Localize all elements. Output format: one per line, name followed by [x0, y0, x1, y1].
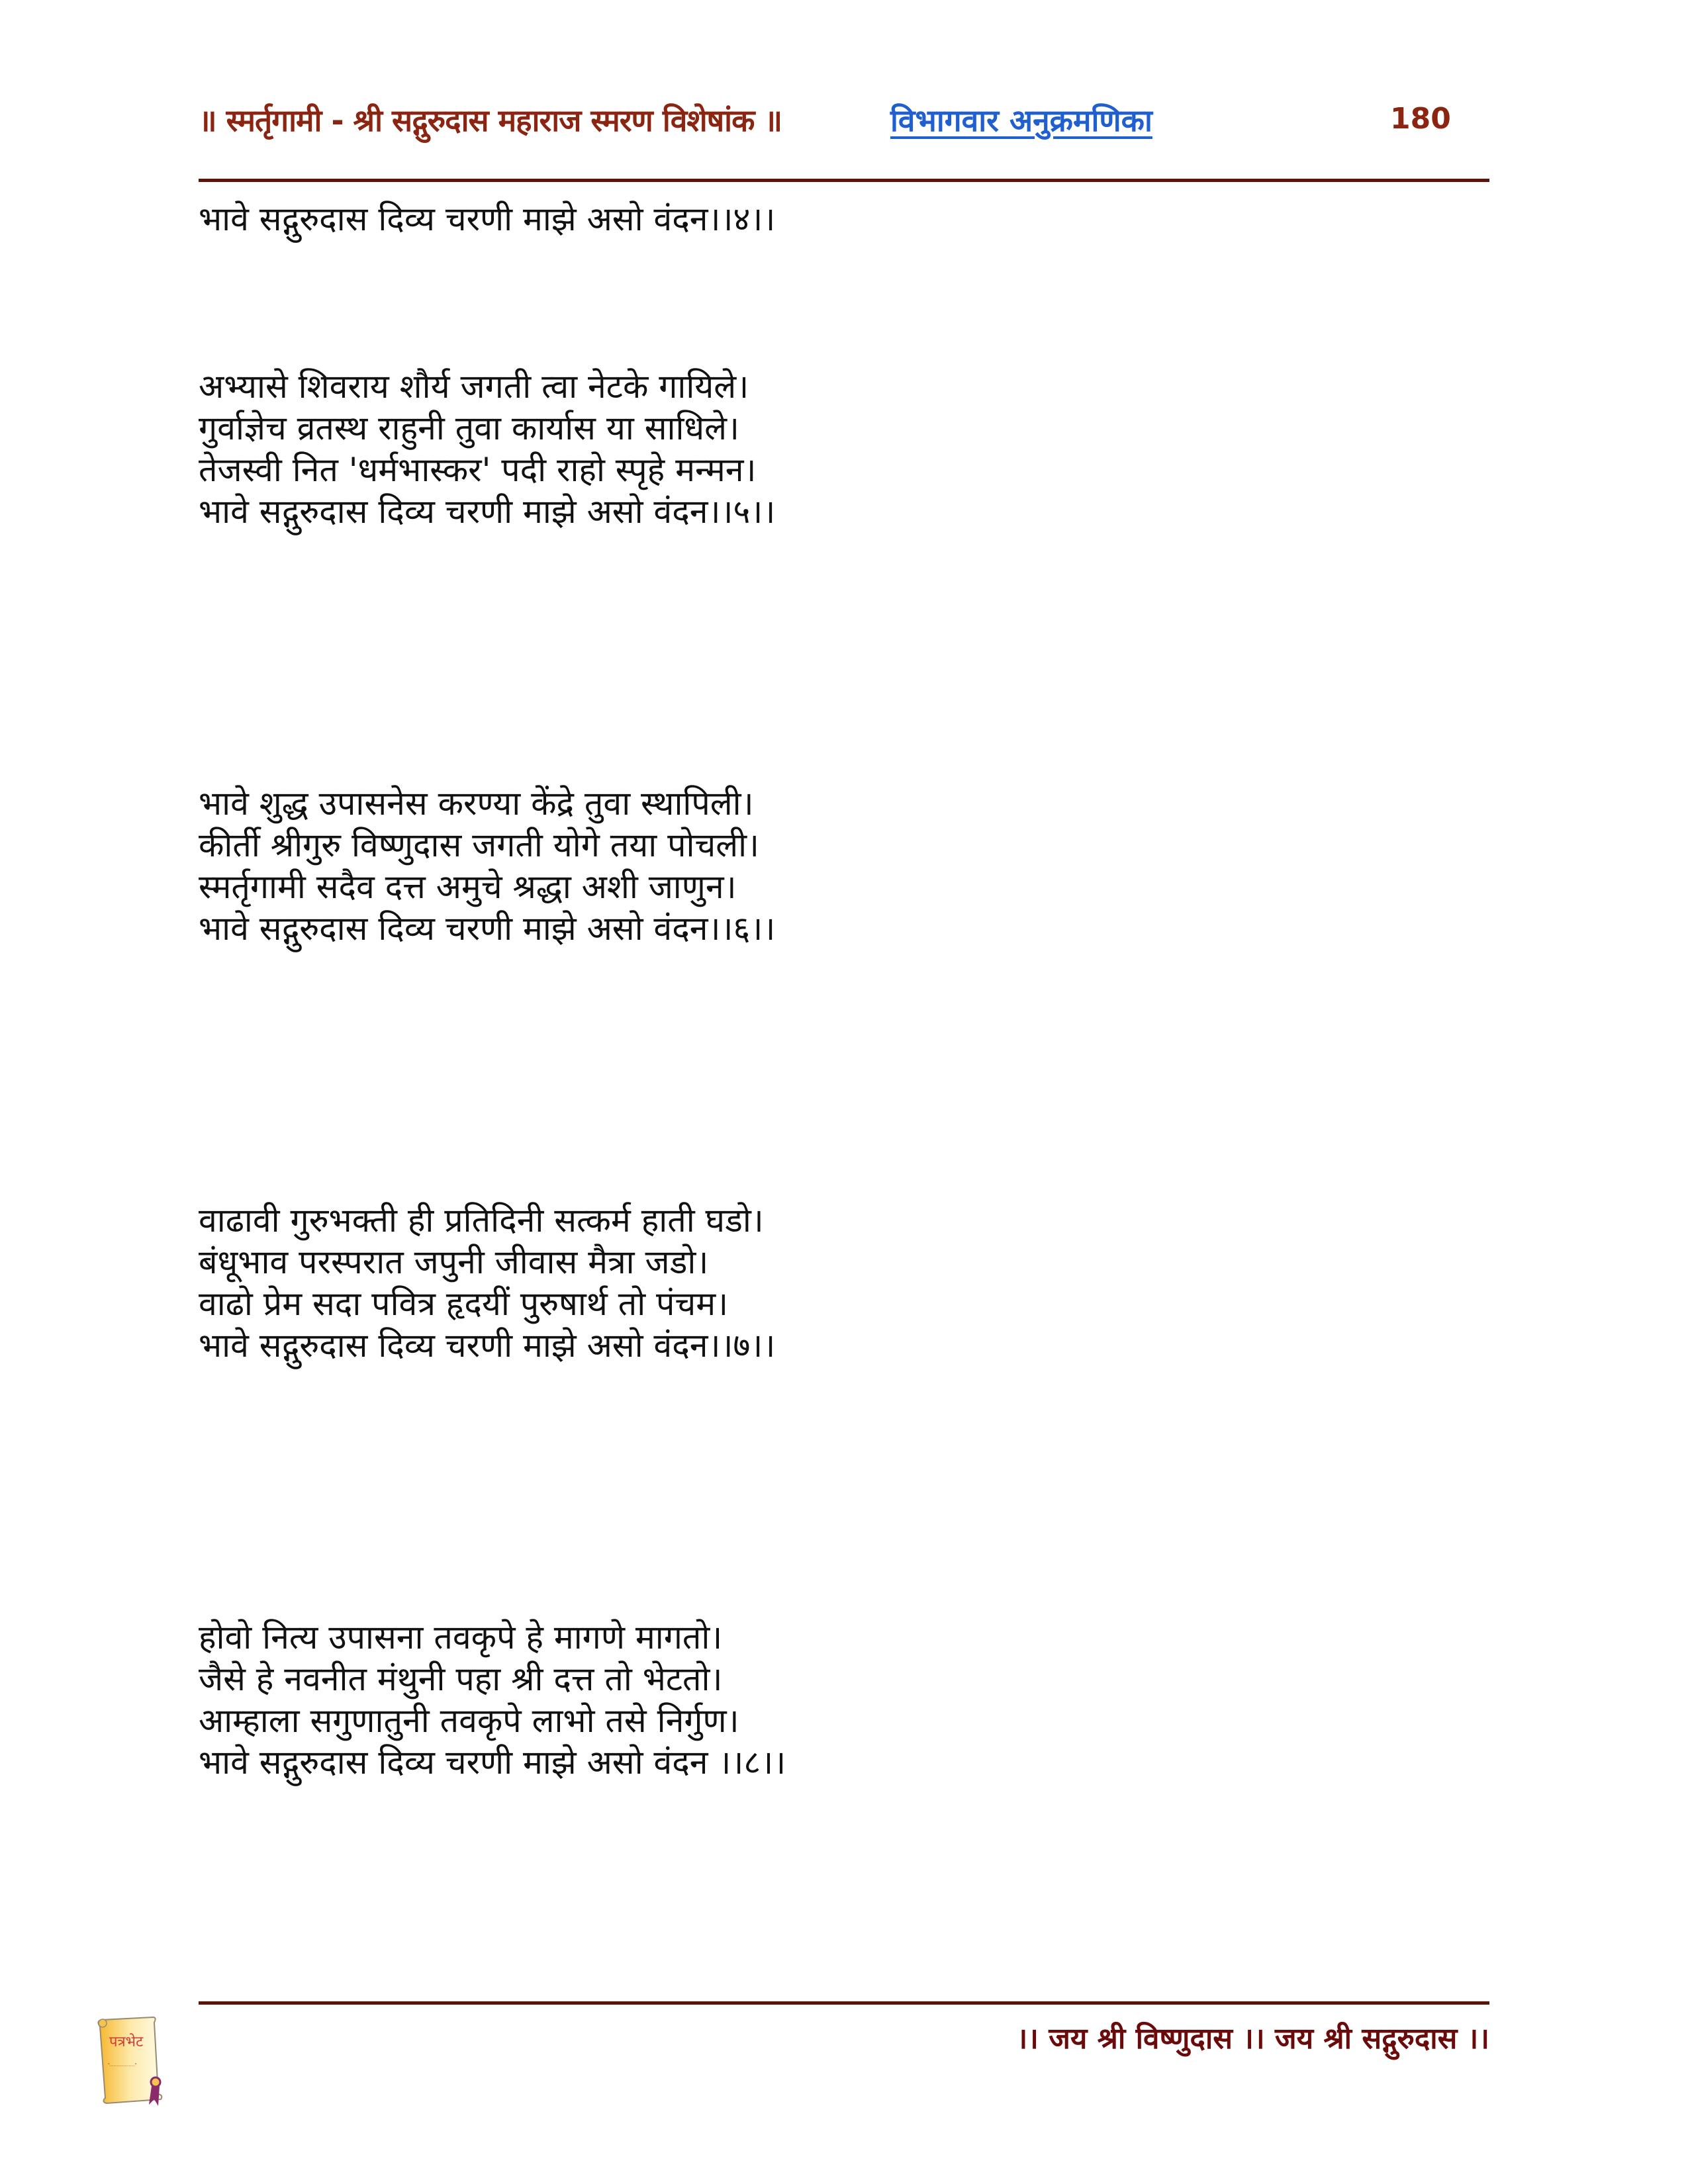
stanza	[199, 366, 775, 533]
verse-line: भावे सद्गुरुदास दिव्य चरणी माझे असो वंदन।।७।।	[199, 1326, 776, 1365]
index-link[interactable]: विभागवार अनुक्रमणिका	[890, 103, 1152, 138]
verse-line: अभ्यासे शिवराय शौर्य जगती त्वा नेटके गायिले।	[199, 367, 749, 406]
verse-line: भावे शुद्ध उपासनेस करण्या केंद्रे तुवा स्थापिली।	[199, 784, 754, 823]
scroll-icon	[89, 2012, 165, 2111]
page-number: 180	[1390, 102, 1451, 136]
verse-line: जैसे हे नवनीत मंथुनी पहा श्री दत्त तो भेटतो।	[199, 1660, 723, 1698]
verse-line: बंधूभाव परस्परात जपुनी जीवास मैत्रा जडो।	[199, 1243, 709, 1281]
publication-title: ॥ स्मर्तृगामी - श्री सद्गुरुदास महाराज स्मरण विशेषांक ॥	[199, 103, 782, 138]
verse-line: होवो नित्य उपासना तवकृपे हे मागणे मागतो।	[199, 1618, 723, 1657]
verse-line: भावे सद्गुरुदास दिव्य चरणी माझे असो वंदन।।५।।	[199, 492, 776, 531]
page-header	[199, 99, 1489, 152]
stanza	[199, 199, 775, 240]
verse-line: वाढावी गुरुभक्ती ही प्रतिदिनी सत्कर्म हाती घडो।	[199, 1201, 764, 1240]
verse-line: भावे सद्गुरुदास दिव्य चरणी माझे असो वंदन ।।८।।	[199, 1743, 786, 1782]
svg-text:पत्रभेट: पत्रभेट	[109, 2034, 144, 2050]
footer-divider	[199, 2001, 1489, 2005]
svg-text:"....................": "...................."	[108, 2063, 137, 2068]
verse-line: भावे सद्गुरुदास दिव्य चरणी माझे असो वंदन।।४।।	[199, 200, 776, 238]
stanza	[199, 1200, 775, 1367]
verse-line: कीर्ती श्रीगुरु विष्णुदास जगती योगे तया पोचली।	[199, 826, 760, 864]
verse-line: तेजस्वी नित 'धर्मभास्कर' पदी राहो स्पृहे मन्मन।	[199, 451, 757, 489]
stanza	[199, 783, 775, 950]
stanza	[199, 1617, 786, 1784]
verse-line: स्मर्तृगामी सदैव दत्त अमुचे श्रद्धा अशी जाणुन।	[199, 868, 737, 906]
verse-line: भावे सद्गुरुदास दिव्य चरणी माझे असो वंदन।।६।।	[199, 909, 776, 948]
patrabhet-scroll-logo	[89, 2012, 165, 2111]
verse-line: आम्हाला सगुणातुनी तवकृपे लाभो तसे निर्गुण।	[199, 1702, 739, 1740]
header-divider	[199, 179, 1489, 182]
verse-line: गुर्वाज्ञेच व्रतस्थ राहुनी तुवा कार्यास या साधिले।	[199, 409, 740, 447]
footer-salutation: ।। जय श्री विष्णुदास ।। जय श्री सद्गुरुदास ।।	[1016, 2022, 1489, 2056]
verse-line: वाढो प्रेम सदा पवित्र हृदयीं पुरुषार्थ तो पंचम।	[199, 1285, 729, 1323]
